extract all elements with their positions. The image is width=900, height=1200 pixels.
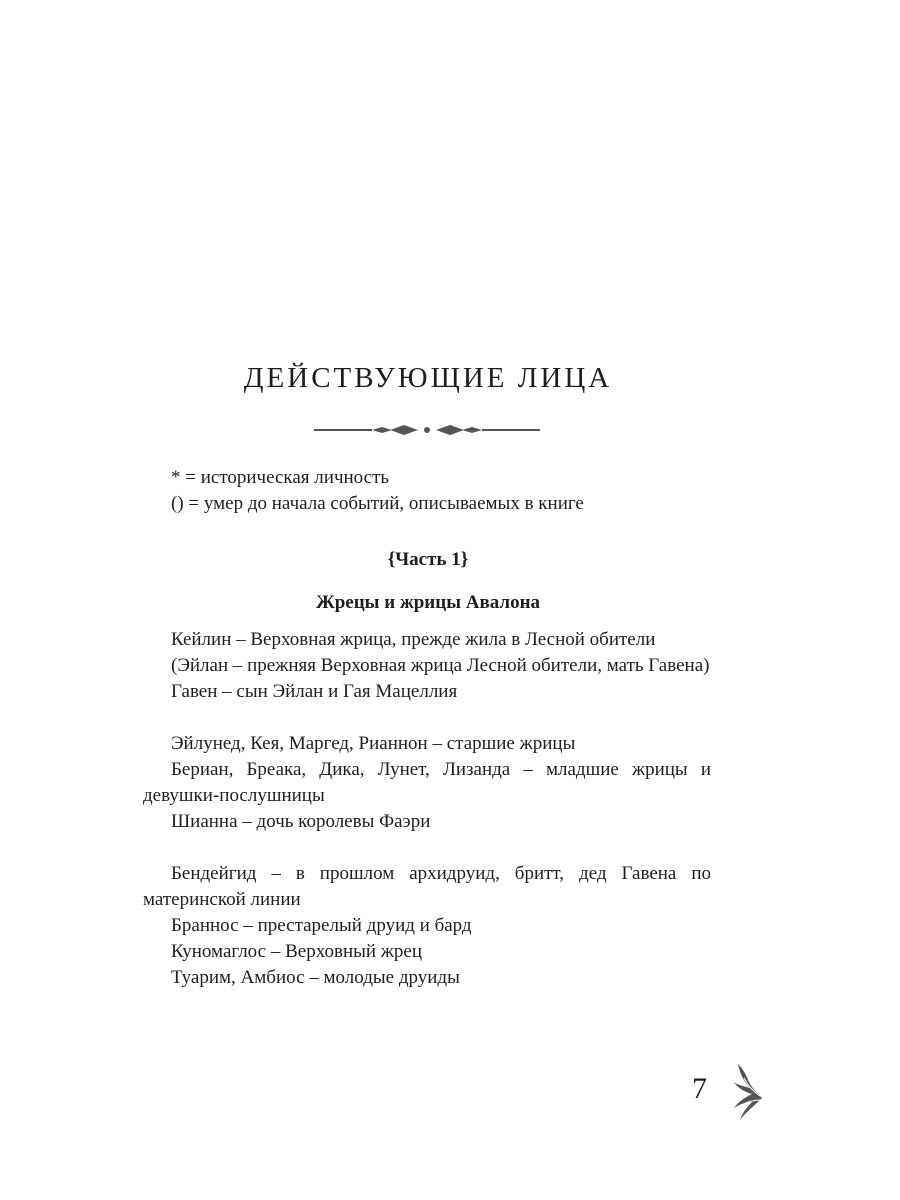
cast-entry: Эйлунед, Кея, Маргед, Рианнон – старшие жрицы: [171, 733, 576, 754]
legend-historical: * = историческая личность: [171, 467, 390, 488]
group-heading: Жрецы и жрицы Авалона: [315, 592, 541, 613]
cast-entry: Кейлин – Верховная жрица, прежде жила в Лесной обители: [171, 629, 656, 650]
group-gap: [143, 835, 711, 861]
cast-list: [143, 627, 711, 991]
cast-entry: Гавен – сын Эйлан и Гая Мацеллия: [171, 681, 458, 702]
cast-entry: Туарим, Амбиос – молодые друиды: [171, 967, 460, 988]
page-number: 7: [692, 1072, 707, 1105]
divider-ornament: [312, 420, 542, 440]
page-title: ДЕЙСТВУЮЩИЕ ЛИЦА: [243, 362, 613, 394]
legend: [171, 465, 731, 517]
cast-entry: Бендейгид – в прошлом архидруид, бритт, дед Гавена по материнской линии: [143, 863, 711, 910]
cast-entry: (Эйлан – прежняя Верховная жрица Лесной обители, мать Гавена): [171, 655, 710, 676]
cast-entry: Бериан, Бреака, Дика, Лунет, Лизанда – младшие жрицы и девушки-послушницы: [143, 759, 711, 806]
legend-deceased: () = умер до начала событий, описываемых в книге: [171, 493, 584, 514]
cast-entry: Шианна – дочь королевы Фаэри: [171, 811, 431, 832]
group-gap: [143, 705, 711, 731]
cast-entry: Браннос – престарелый друид и бард: [171, 915, 472, 936]
cast-entry: Куномаглос – Верховный жрец: [171, 941, 423, 962]
leaf-ornament-icon: [732, 1062, 764, 1122]
part-heading: {Часть 1}: [387, 549, 469, 570]
